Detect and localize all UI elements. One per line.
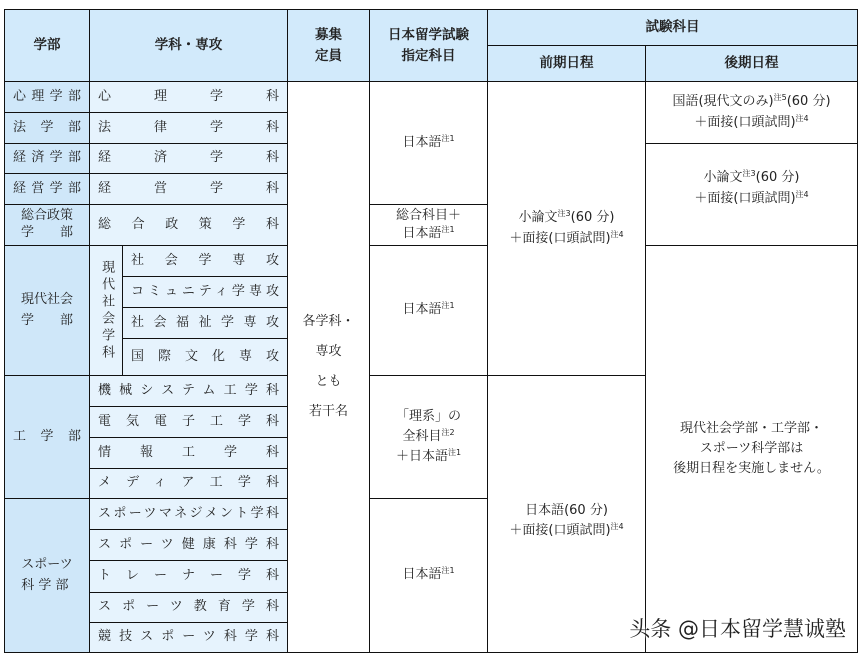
eju-cell <box>369 81 488 205</box>
header-text: 前期日程 <box>539 55 594 72</box>
faculty-cell <box>4 112 90 144</box>
header-text: 日本留学試験 指定科目 <box>388 26 469 64</box>
department-name: 経済学科 <box>98 150 279 166</box>
header-text: 後期日程 <box>724 55 779 72</box>
department-group-name: 現代社会学科 <box>99 259 115 362</box>
header-eju <box>369 9 488 82</box>
eju-cell <box>369 204 488 246</box>
department-cell <box>122 245 288 277</box>
department-cell <box>89 81 288 114</box>
department-cell <box>122 307 288 339</box>
quota-text: 各学科・ <box>302 314 355 330</box>
department-name: 競技スポーツ科学科 <box>98 629 279 645</box>
department-cell <box>89 143 288 174</box>
eju-text: 日本語$^{注1}$ <box>402 225 455 241</box>
header-quota <box>287 9 370 82</box>
department-name: スポーツ健康科学科 <box>98 536 279 552</box>
quota-cell <box>287 81 370 653</box>
eju-cell <box>369 498 488 653</box>
faculty-name: 法 学 部 <box>13 119 81 135</box>
early-text: ＋面接(口頭試問)$^{注4}$ <box>509 229 624 246</box>
late-cell <box>645 143 858 246</box>
eju-text: 日本語$^{注1}$ <box>402 301 455 318</box>
header-text: 募集 定員 <box>315 26 342 64</box>
faculty-cell <box>4 173 90 205</box>
early-text: ＋面接(口頭試問)$^{注4}$ <box>509 522 624 538</box>
faculty-name: 工 学 部 <box>13 428 81 444</box>
department-name: 情報工学科 <box>98 444 279 460</box>
late-text: ＋面接(口頭試問)$^{注4}$ <box>694 189 809 206</box>
late-not-held-text: 現代社会学部・工学部・ スポーツ科学部は 後期日程を実施しません。 <box>673 420 830 477</box>
eju-text: 総合科目＋ <box>395 208 461 224</box>
early-text: 日本語(60 分) <box>525 502 608 518</box>
late-cell <box>645 81 858 144</box>
department-name: 国際文化専攻 <box>131 348 279 364</box>
department-cell <box>89 529 288 561</box>
department-cell <box>89 173 288 205</box>
faculty-cell <box>4 498 90 653</box>
eju-text: 「理系」の <box>395 408 461 424</box>
department-cell <box>89 204 288 246</box>
department-cell <box>89 622 288 653</box>
department-name: 総合政策学科 <box>98 216 279 232</box>
department-cell <box>89 437 288 469</box>
faculty-cell <box>4 245 90 376</box>
eju-text: ＋日本語$^{注1}$ <box>395 448 462 465</box>
faculty-cell <box>4 204 90 246</box>
header-exam <box>487 9 858 46</box>
department-name: 心理学科 <box>98 89 279 105</box>
department-name: コミュニティ学専攻 <box>131 283 279 299</box>
header-text: 試験科目 <box>645 19 700 36</box>
header-faculty <box>4 9 90 82</box>
watermark: 头条 @日本留学慧诚塾 <box>629 617 846 641</box>
eju-text: 日本語$^{注1}$ <box>402 566 455 583</box>
quota-text: 専攻 <box>315 344 342 360</box>
early-cell <box>487 375 646 653</box>
faculty-name: 現代社会 学 部 <box>20 292 73 328</box>
department-cell <box>89 375 288 407</box>
department-name: スポーツマネジメント学科 <box>98 505 279 521</box>
header-text: 学科・専攻 <box>154 37 223 54</box>
department-cell <box>89 560 288 593</box>
department-cell <box>89 112 288 144</box>
faculty-cell <box>4 143 90 174</box>
faculty-name: 経済学部 <box>13 150 81 166</box>
eju-cell <box>369 245 488 376</box>
department-name: スポーツ教育学科 <box>98 599 279 615</box>
department-cell <box>89 592 288 623</box>
faculty-cell <box>4 375 90 499</box>
eju-text: 日本語$^{注1}$ <box>402 133 455 150</box>
department-name: 電気電子工学科 <box>98 413 279 429</box>
early-cell <box>487 81 646 376</box>
department-name: メディア工学科 <box>98 475 279 491</box>
department-cell <box>89 468 288 499</box>
department-cell <box>122 338 288 376</box>
late-text: 小論文$^{注3}$(60 分) <box>703 169 800 186</box>
faculty-name: 心理学部 <box>13 89 81 105</box>
department-name: 社会学専攻 <box>131 252 279 268</box>
department-name: トレーナー学科 <box>98 568 279 584</box>
header-text: 学部 <box>33 37 61 54</box>
department-name: 社会福祉学専攻 <box>131 314 279 330</box>
faculty-name: 経営学部 <box>13 180 81 196</box>
faculty-cell <box>4 81 90 114</box>
early-text: 小論文$^{注3}$(60 分) <box>518 209 615 226</box>
department-name: 法律学科 <box>98 119 279 135</box>
department-cell <box>122 276 288 308</box>
late-text: 国語(現代文のみ)$^{注5}$(60 分) <box>672 93 831 110</box>
quota-text: とも <box>315 374 342 389</box>
header-early <box>487 45 646 82</box>
department-group-gendai <box>89 245 123 376</box>
department-cell <box>89 498 288 530</box>
faculty-name: スポーツ 科 学 部 <box>21 557 73 593</box>
header-department <box>89 9 288 82</box>
quota-text: 若干名 <box>308 403 348 419</box>
header-late <box>645 45 858 82</box>
faculty-name: 総合政策 学 部 <box>20 208 73 240</box>
eju-text: 全科目$^{注2}$ <box>402 427 455 444</box>
late-cell <box>645 245 858 653</box>
department-cell <box>89 406 288 438</box>
department-name: 経営学科 <box>98 180 279 196</box>
eju-cell <box>369 375 488 499</box>
department-name: 機械システム工学科 <box>98 382 279 398</box>
late-text: ＋面接(口頭試問)$^{注4}$ <box>694 113 809 130</box>
